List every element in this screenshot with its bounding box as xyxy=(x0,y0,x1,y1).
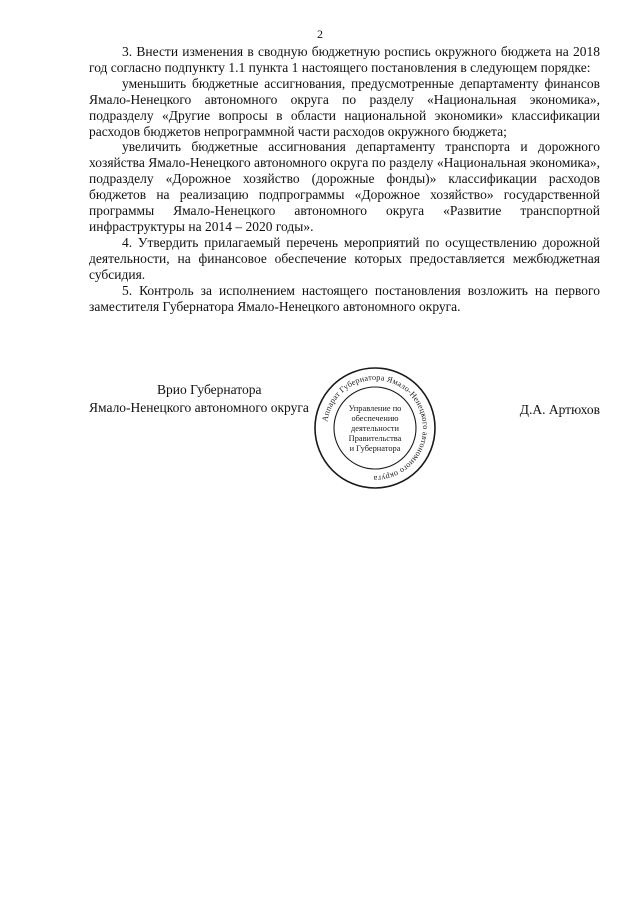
paragraph-3-increase: увеличить бюджетные ассигнования департаменту транспорта и дорожного хозяйства Ямало-Ненецкого автономного округа по разделу «Национальная экономика», подразделу «Дорожное хозяйство (дорожные фонды)» классификации расходов бюджетов на реализацию подпрограммы «Дорожное хозяйство» государственной программы Ямало-Ненецкого автономного округа «Развитие транспортной инфраструктуры на 2014 – 2020 годы». xyxy=(89,139,600,234)
signature-block xyxy=(89,372,600,484)
document-body xyxy=(89,44,600,314)
svg-text:Управление пообеспечениюдеятел: Управление по обеспечению деятельности Правительства и Губернатора xyxy=(348,404,402,453)
page-number: 2 xyxy=(317,27,323,41)
paragraph-4: 4. Утвердить прилагаемый перечень мероприятий по осуществлению дорожной деятельности, на финансовое обеспечение которых предоставляется межбюджетная субсидия. xyxy=(89,234,600,282)
svg-text:Аппарат Губернатора Ямало-Нене: Аппарат Губернатора Ямало-Ненецкого автономного округа xyxy=(320,372,431,484)
signatory-position xyxy=(89,382,309,416)
position-line-2: Ямало-Ненецкого автономного округа xyxy=(89,400,309,415)
position-line-1: Врио Губернатора xyxy=(157,382,262,397)
paragraph-3-decrease: уменьшить бюджетные ассигнования, предусмотренные департаменту финансов Ямало-Ненецкого автономного округа по разделу «Национальная экономика», подразделу «Другие вопросы в области национальной экономики» классификации расходов бюджетов непрограммной части расходов окружного бюджета; xyxy=(89,75,600,139)
official-seal-stamp xyxy=(311,364,439,492)
paragraph-5: 5. Контроль за исполнением настоящего постановления возложить на первого заместителя Губернатора Ямало-Ненецкого автономного округа. xyxy=(89,282,600,314)
signatory-name: Д.А. Артюхов xyxy=(519,402,600,417)
paragraph-3: 3. Внести изменения в сводную бюджетную роспись окружного бюджета на 2018 год согласно подпункту 1.1 пункта 1 настоящего постановления в следующем порядке: xyxy=(89,44,600,75)
